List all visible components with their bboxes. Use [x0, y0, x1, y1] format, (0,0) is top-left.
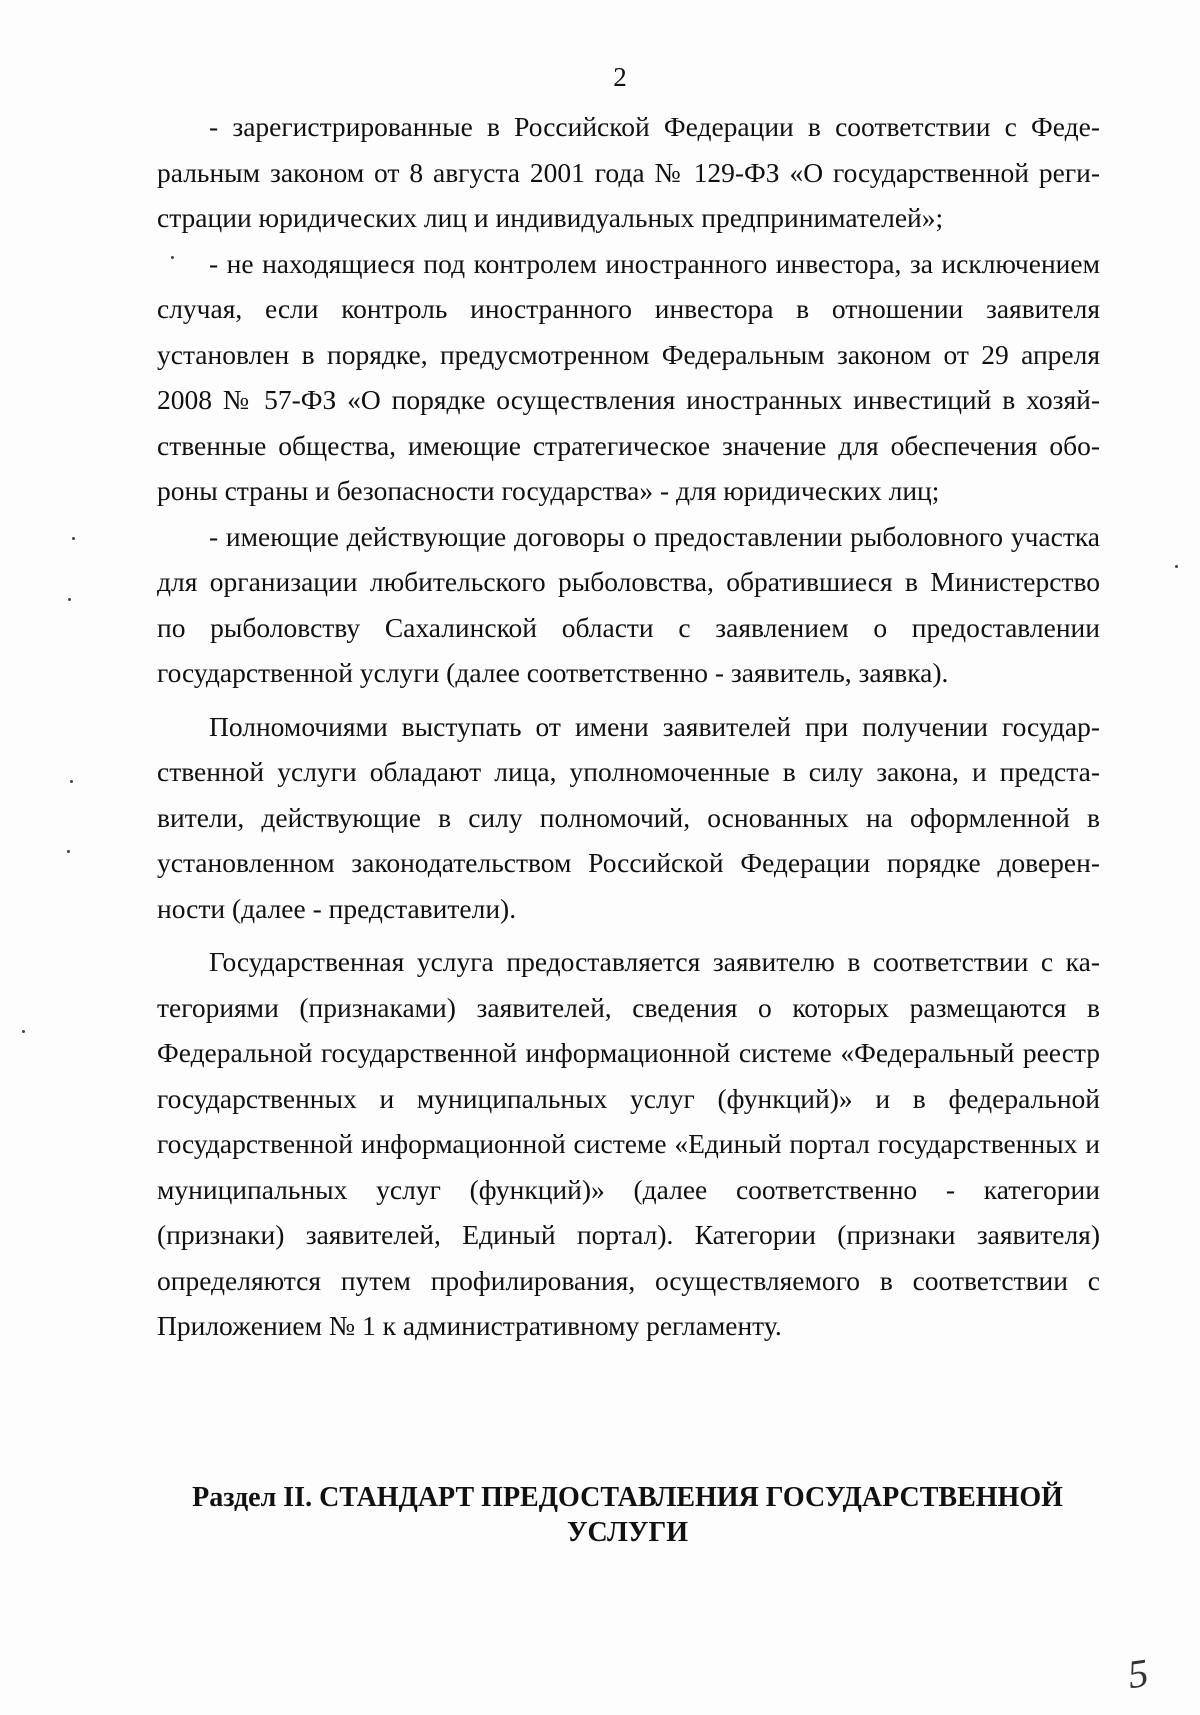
scan-speck: [1175, 565, 1178, 568]
document-body: [157, 104, 1100, 1349]
section-heading-line-2: УСЛУГИ: [566, 1517, 689, 1548]
paragraph-fishing-contracts: - имеющие действующие договоры о предоставлении рыболовного участка для организации любительского рыболовства, обратившиеся в Министерство по рыболовству Сахалинской области с заявлением о предоставлении государственной услуги (далее соответственно - заявитель, заявка).: [157, 520, 1100, 688]
scan-speck: [70, 780, 73, 783]
section-heading-line-1: Раздел II. СТАНДАРТ ПРЕДОСТАВЛЕНИЯ ГОСУДАРСТВЕННОЙ: [192, 1482, 1063, 1513]
scan-speck: [67, 850, 70, 853]
scan-speck: [171, 256, 174, 259]
section-heading: [160, 1480, 1095, 1550]
page-number: 2: [613, 62, 627, 92]
handwritten-folio-mark: 5: [1124, 1649, 1152, 1698]
paragraph-representatives: Полномочиями выступать от имени заявителей при получении государственной услуги обладают лица, уполномоченные в силу закона, и представители, действующие в силу полномочий, основанных на оформленной в установленном законодательством Российской Федерации порядке доверенности (далее - представители).: [157, 710, 1100, 924]
paragraph-foreign-investor: - не находящиеся под контролем иностранного инвестора, за исключением случая, если контроль иностранного инвестора в отношении заявителя установлен в порядке, предусмотренном Федеральным законом от 29 апреля 2008 № 57-ФЗ «О порядке осуществления иностранных инвестиций в хозяйственные общества, имеющие стратегическое значение для обеспечения обороны страны и безопасности государства» - для юридических лиц;: [157, 247, 1100, 506]
paragraph-applicant-categories: Государственная услуга предоставляется заявителю в соответствии с категориями (признаками) заявителей, сведения о которых размещаются в Федеральной государственной информационной системе «Федеральный реестр государственных и муниципальных услуг (функций)» и в федеральной государственной информационной системе «Единый портал государственных и муниципальных услуг (функций)» (далее соответственно - категории (признаки) заявителей, Единый портал). Категории (признаки заявителя) определяются путем профилирования, осуществляемого в соответствии с Приложением № 1 к административному регламенту.: [157, 946, 1100, 1341]
scan-speck: [22, 1030, 25, 1033]
scan-speck: [68, 598, 71, 601]
paragraph-registered-entities: - зарегистрированные в Российской Федерации в соответствии с Федеральным законом от 8 августа 2001 года № 129-ФЗ «О государственной регистрации юридических лиц и индивидуальных предпринимателей»;: [157, 111, 1100, 233]
scan-speck: [72, 537, 75, 540]
